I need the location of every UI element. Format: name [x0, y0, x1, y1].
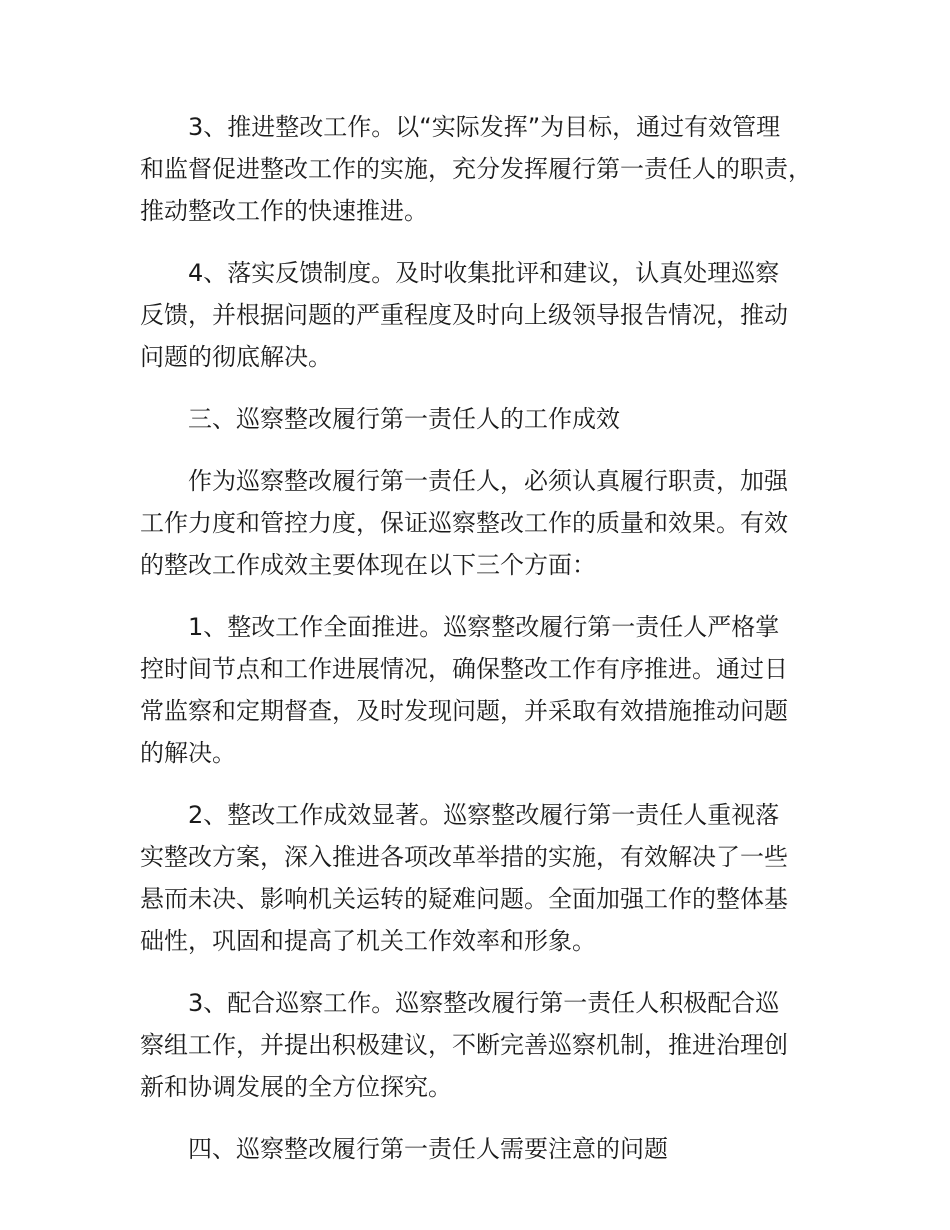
- text-line: 的解决。: [140, 739, 236, 767]
- section-heading-four: [140, 1128, 812, 1170]
- text-line: 1、整改工作全面推进。巡察整改履行第一责任人严格掌: [188, 613, 780, 641]
- text-line: 察组工作，并提出积极建议，不断完善巡察机制，推进治理创: [140, 1031, 788, 1059]
- text-line: 3、推进整改工作。以“实际发挥”为目标，通过有效管理: [188, 113, 781, 141]
- heading-text: 四、巡察整改履行第一责任人需要注意的问题: [188, 1135, 668, 1163]
- text-line: 推动整改工作的快速推进。: [140, 197, 428, 225]
- text-line: 常监察和定期督查，及时发现问题，并采取有效措施推动问题: [140, 697, 788, 725]
- text-line: 4、落实反馈制度。及时收集批评和建议，认真处理巡察: [188, 259, 780, 287]
- document-body: [140, 106, 812, 1190]
- heading-text: 三、巡察整改履行第一责任人的工作成效: [188, 405, 620, 433]
- text-line: 工作力度和管控力度，保证巡察整改工作的质量和效果。有效: [140, 509, 788, 537]
- text-line: 2、整改工作成效显著。巡察整改履行第一责任人重视落: [188, 801, 780, 829]
- paragraph-feedback-system: [140, 252, 812, 378]
- paragraph-notable-results: [140, 794, 812, 962]
- text-line: 和监督促进整改工作的实施，充分发挥履行第一责任人的职责，: [140, 155, 812, 183]
- paragraph-intro-results: [140, 460, 812, 586]
- text-line: 作为巡察整改履行第一责任人，必须认真履行职责，加强: [188, 467, 788, 495]
- text-line: 问题的彻底解决。: [140, 343, 332, 371]
- text-line: 实整改方案，深入推进各项改革举措的实施，有效解决了一些: [140, 843, 788, 871]
- paragraph-cooperate-inspection: [140, 982, 812, 1108]
- text-line: 反馈，并根据问题的严重程度及时向上级领导报告情况，推动: [140, 301, 788, 329]
- section-heading-three: [140, 398, 812, 440]
- text-line: 悬而未决、影响机关运转的疑难问题。全面加强工作的整体基: [140, 885, 788, 913]
- text-line: 控时间节点和工作进展情况，确保整改工作有序推进。通过日: [140, 655, 788, 683]
- text-line: 新和协调发展的全方位探究。: [140, 1073, 452, 1101]
- text-line: 3、配合巡察工作。巡察整改履行第一责任人积极配合巡: [188, 989, 780, 1017]
- paragraph-promote-rectification: [140, 106, 812, 232]
- text-line: 础性，巩固和提高了机关工作效率和形象。: [140, 927, 596, 955]
- paragraph-comprehensive-progress: [140, 606, 812, 774]
- text-line: 的整改工作成效主要体现在以下三个方面：: [140, 551, 596, 579]
